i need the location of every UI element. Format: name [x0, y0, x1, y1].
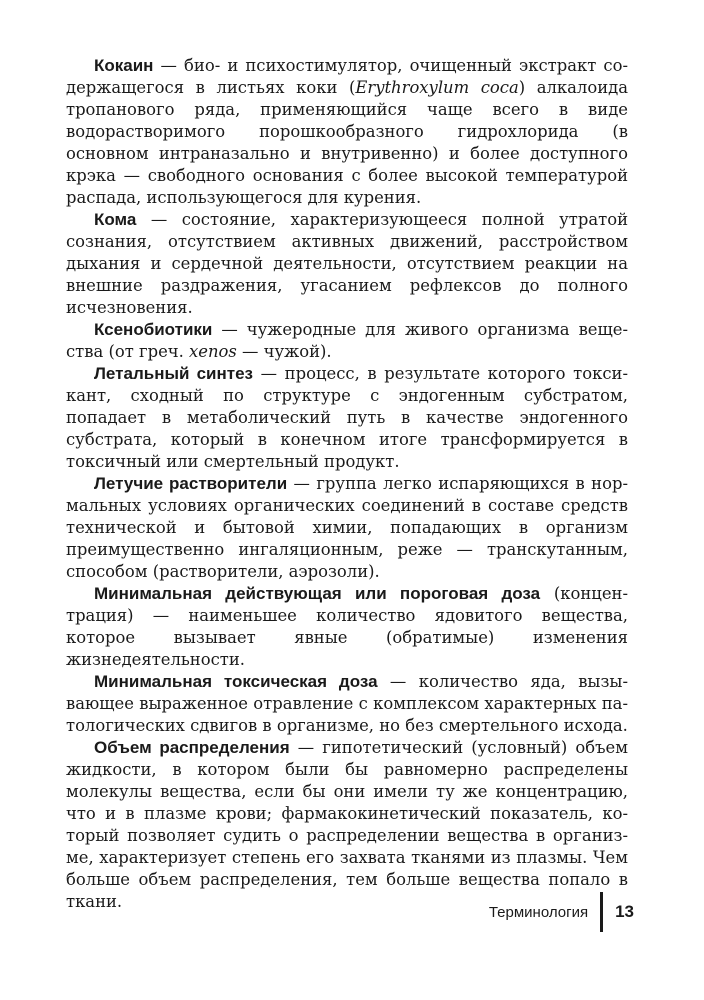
greek-word: xenos: [189, 342, 237, 361]
term: Минимальная действующая или пороговая доза: [94, 584, 541, 603]
term: Объем распределения: [94, 738, 290, 757]
entry-xenobiotics: [66, 319, 628, 363]
page-footer: [489, 892, 634, 932]
page-number: 13: [615, 902, 634, 921]
term: Ксенобиотики: [94, 320, 213, 339]
definition: — количество яда, вызывающее выраженное отравление с комплексом характерных патологических сдвигов в организме, но без смертельного исхода.: [66, 672, 628, 735]
term: Летальный синтез: [94, 364, 253, 383]
entry-volume-of-distribution: [66, 737, 628, 913]
entry-threshold-dose: [66, 583, 628, 671]
footer-divider: [600, 892, 603, 932]
entry-cocaine: [66, 55, 628, 209]
definition: — чужой).: [236, 342, 332, 361]
entry-minimal-toxic-dose: [66, 671, 628, 737]
entry-coma: [66, 209, 628, 319]
entry-lethal-synthesis: [66, 363, 628, 473]
section-title: Терминология: [488, 903, 589, 921]
term: Летучие растворители: [94, 474, 288, 493]
definition: — процесс, в результате которого токсикант, сходный по структуре с эндогенным субстратом, попадает в метаболический путь в качестве эндогенного субстрата, который в конечном итоге трансформируется в токсичный или смертельный продукт.: [66, 364, 628, 471]
definition: — состояние, характеризующееся полной утратой сознания, отсутствием активных движений, расстройством дыхания и сердечной деятельности, отсутствием реакции на внешние раздражения, угасанием рефлексов до полного исчезновения.: [66, 210, 628, 317]
definition: — чужеродные для живого организма вещества (от греч.: [66, 320, 628, 361]
term: Минимальная токсическая доза: [94, 672, 378, 691]
definition: (концентрация) — наименьшее количество ядовитого вещества, которое вызывает явные (обратимые) изменения жизнедеятельности.: [66, 584, 628, 669]
entry-volatile-solvents: [66, 473, 628, 583]
term: Кома: [94, 210, 137, 229]
latin-name: Erythroxylum coca: [355, 78, 519, 97]
term: Кокаин: [94, 56, 154, 75]
glossary-text: [66, 55, 628, 913]
definition: — группа легко испаряющихся в нормальных условиях органических соединений в составе средств технической и бытовой химии, попадающих в организм преимущественно ингаляционным, реже — транскутанным, способом (растворители, аэрозоли).: [66, 474, 628, 581]
definition: ) алкалоида тропанового ряда, применяющийся чаще всего в виде водорастворимого порошкообразного гидрохлорида (в основном интраназально и внутривенно) и более доступного крэка — свободного основания с более высокой температурой распада, использующегося для курения.: [66, 78, 629, 207]
definition: — гипотетический (условный) объем жидкости, в котором были бы равномерно распределены молекулы вещества, если бы они имели ту же концентрацию, что и в плазме крови; фармакокинетический показатель, который позволяет судить о распределении вещества в организме, характеризует степень его захвата тканями из плазмы. Чем больше объем распределения, тем больше вещества попало в ткани.: [66, 738, 628, 911]
definition: — био- и психостимулятор, очищенный экстракт содержащегося в листьях коки (: [66, 56, 628, 97]
